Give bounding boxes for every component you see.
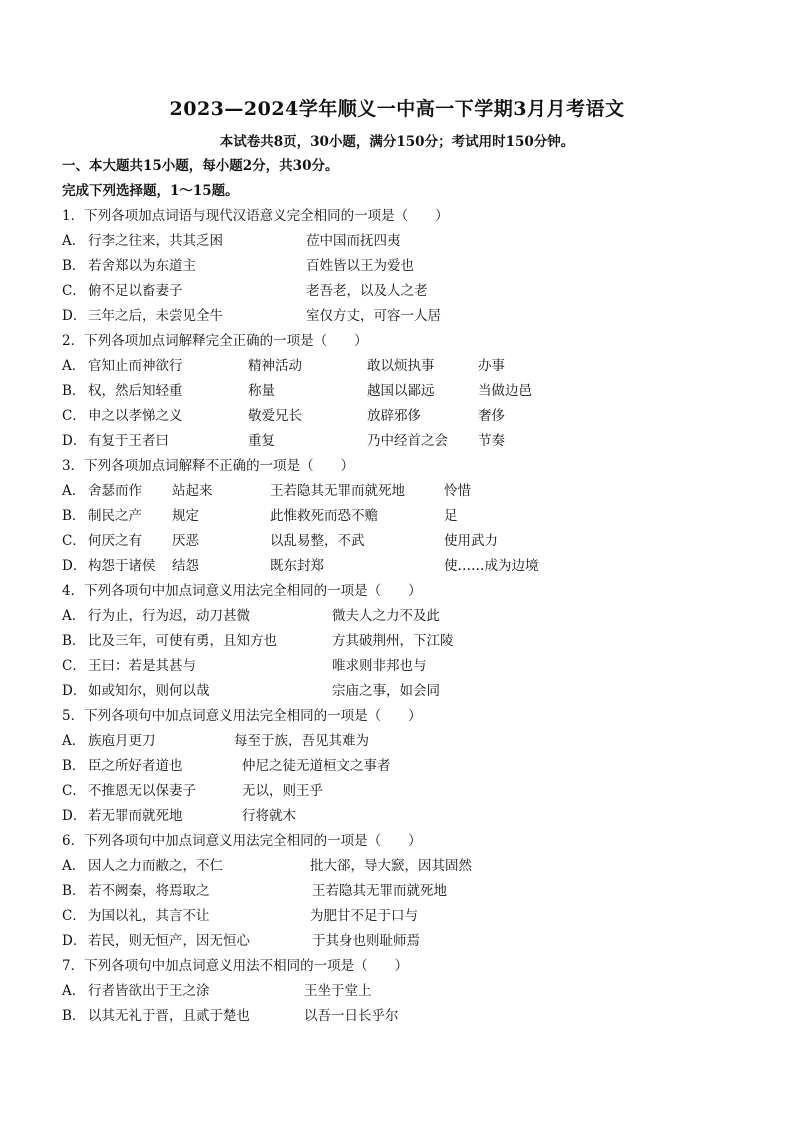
option-text: 为肥甘不足于口与 bbox=[310, 908, 418, 924]
option-row bbox=[62, 607, 762, 625]
option-text: 微夫人之力不及此 bbox=[332, 608, 440, 624]
option-text: 以其无礼于晋，且贰于楚也 bbox=[88, 1008, 250, 1024]
option-label: A． bbox=[62, 233, 86, 249]
option-text: 既东封郑 bbox=[270, 558, 324, 574]
option-text: 官知止而神欲行 bbox=[88, 358, 183, 374]
option-text: 行者皆欲出于王之涂 bbox=[88, 983, 210, 999]
option-row bbox=[62, 232, 762, 250]
option-gloss: 精神活动 bbox=[248, 358, 302, 374]
option-row bbox=[62, 907, 762, 925]
option-label: B． bbox=[62, 258, 86, 274]
option-text: 王曰：若是其甚与 bbox=[88, 658, 196, 674]
option-label: D． bbox=[62, 683, 87, 699]
option-text: 越国以鄙远 bbox=[367, 383, 435, 399]
option-label: D． bbox=[62, 308, 87, 324]
option-gloss: 称量 bbox=[248, 383, 275, 399]
option-text: 申之以孝悌之义 bbox=[88, 408, 183, 424]
option-text: 室仅方丈，可容一人居 bbox=[306, 308, 441, 324]
option-row bbox=[62, 282, 762, 300]
option-text: 行将就木 bbox=[242, 808, 296, 824]
option-text: 臣之所好者道也 bbox=[88, 758, 183, 774]
option-label: C． bbox=[62, 908, 86, 924]
option-label: C． bbox=[62, 533, 86, 549]
option-text: 乃中经首之会 bbox=[367, 433, 448, 449]
option-gloss: 节奏 bbox=[478, 433, 505, 449]
option-text: 莅中国而抚四夷 bbox=[306, 233, 401, 249]
option-text: 若舍郑以为东道主 bbox=[88, 258, 196, 274]
option-label: C． bbox=[62, 658, 86, 674]
option-text: 俯不足以畜妻子 bbox=[88, 283, 183, 299]
option-text: 老吾老，以及人之老 bbox=[306, 283, 428, 299]
option-gloss: 结怨 bbox=[172, 558, 199, 574]
option-row bbox=[62, 557, 762, 575]
option-text: 比及三年，可使有勇，且知方也 bbox=[88, 633, 277, 649]
option-row bbox=[62, 632, 762, 650]
option-row bbox=[62, 532, 762, 550]
option-row bbox=[62, 382, 762, 400]
option-label: A． bbox=[62, 358, 86, 374]
option-text: 若无罪而就死地 bbox=[88, 808, 183, 824]
option-text: 批大郤，导大窾，因其固然 bbox=[310, 858, 472, 874]
option-label: B． bbox=[62, 883, 86, 899]
option-text: 唯求则非邦也与 bbox=[332, 658, 427, 674]
question-stem: 5．下列各项句中加点词意义用法完全相同的一项是（ ） bbox=[62, 708, 422, 724]
option-text: 为国以礼，其言不让 bbox=[88, 908, 210, 924]
page-subtitle: 本试卷共8页，30小题，满分150分；考试用时150分钟。 bbox=[219, 134, 575, 150]
option-gloss: 使……成为边境 bbox=[444, 558, 539, 574]
option-gloss: 规定 bbox=[172, 508, 199, 524]
option-text: 方其破荆州，下江陵 bbox=[332, 633, 454, 649]
option-text: 因人之力而敝之，不仁 bbox=[88, 858, 223, 874]
option-text: 敢以烦执事 bbox=[367, 358, 435, 374]
option-row bbox=[62, 432, 762, 450]
option-row bbox=[62, 482, 762, 500]
option-label: B． bbox=[62, 633, 86, 649]
option-label: D． bbox=[62, 558, 87, 574]
question-stem: 2．下列各项加点词解释完全正确的一项是（ ） bbox=[62, 333, 368, 349]
option-row bbox=[62, 407, 762, 425]
option-row bbox=[62, 682, 762, 700]
option-text: 此惟救死而恐不赡 bbox=[270, 508, 378, 524]
option-text: 制民之产 bbox=[88, 508, 142, 524]
option-gloss: 重复 bbox=[248, 433, 275, 449]
option-text: 王若隐其无罪而就死地 bbox=[312, 883, 447, 899]
option-label: A． bbox=[62, 608, 86, 624]
option-text: 行李之往来，共其乏困 bbox=[88, 233, 223, 249]
option-text: 三年之后，未尝见全牛 bbox=[88, 308, 223, 324]
section-instruction: 完成下列选择题，1～15题。 bbox=[62, 183, 239, 199]
option-text: 放辟邪侈 bbox=[367, 408, 421, 424]
option-row bbox=[62, 857, 762, 875]
option-text: 每至于族，吾见其难为 bbox=[234, 733, 369, 749]
option-text: 于其身也则耻师焉 bbox=[312, 933, 420, 949]
option-gloss: 敬爱兄长 bbox=[248, 408, 302, 424]
option-text: 族庖月更刀 bbox=[88, 733, 156, 749]
option-text: 无以，则王乎 bbox=[242, 783, 323, 799]
option-gloss: 怜惜 bbox=[444, 483, 471, 499]
option-text: 百姓皆以王为爱也 bbox=[306, 258, 414, 274]
option-label: B． bbox=[62, 758, 86, 774]
option-text: 若民，则无恒产，因无恒心 bbox=[88, 933, 250, 949]
option-label: A． bbox=[62, 483, 86, 499]
option-text: 不推恩无以保妻子 bbox=[88, 783, 196, 799]
option-text: 以吾一日长乎尔 bbox=[304, 1008, 399, 1024]
option-label: A． bbox=[62, 983, 86, 999]
option-gloss: 站起来 bbox=[172, 483, 213, 499]
option-gloss: 足 bbox=[444, 508, 458, 524]
option-row bbox=[62, 357, 762, 375]
option-row bbox=[62, 782, 762, 800]
option-text: 若不阙秦，将焉取之 bbox=[88, 883, 210, 899]
option-label: C． bbox=[62, 283, 86, 299]
option-row bbox=[62, 257, 762, 275]
question-stem: 7．下列各项句中加点词意义用法不相同的一项是（ ） bbox=[62, 958, 409, 974]
option-label: A． bbox=[62, 733, 86, 749]
option-label: A． bbox=[62, 858, 86, 874]
option-text: 以乱易整，不武 bbox=[270, 533, 365, 549]
option-text: 仲尼之徒无道桓文之事者 bbox=[242, 758, 391, 774]
option-text: 如或知尔，则何以哉 bbox=[88, 683, 210, 699]
option-row bbox=[62, 982, 762, 1000]
option-gloss: 办事 bbox=[478, 358, 505, 374]
option-row bbox=[62, 307, 762, 325]
option-label: B． bbox=[62, 1008, 86, 1024]
option-gloss: 当做边邑 bbox=[478, 383, 532, 399]
question-stem: 6．下列各项句中加点词意义用法完全相同的一项是（ ） bbox=[62, 833, 422, 849]
question-stem: 3．下列各项加点词解释不正确的一项是（ ） bbox=[62, 458, 355, 474]
option-label: B． bbox=[62, 383, 86, 399]
option-text: 王坐于堂上 bbox=[304, 983, 372, 999]
option-label: C． bbox=[62, 408, 86, 424]
question-stem: 4．下列各项句中加点词意义用法完全相同的一项是（ ） bbox=[62, 583, 422, 599]
option-text: 构怨于诸侯 bbox=[88, 558, 156, 574]
page-title: 2023—2024学年顺义一中高一下学期3月月考语文 bbox=[169, 98, 625, 120]
option-row bbox=[62, 882, 762, 900]
option-row bbox=[62, 1007, 762, 1025]
option-label: B． bbox=[62, 508, 86, 524]
option-label: D． bbox=[62, 808, 87, 824]
option-row bbox=[62, 757, 762, 775]
option-label: D． bbox=[62, 933, 87, 949]
option-text: 何厌之有 bbox=[88, 533, 142, 549]
option-label: D． bbox=[62, 433, 87, 449]
option-text: 舍瑟而作 bbox=[88, 483, 142, 499]
option-gloss: 厌恶 bbox=[172, 533, 199, 549]
option-row bbox=[62, 657, 762, 675]
option-text: 王若隐其无罪而就死地 bbox=[270, 483, 405, 499]
section-heading: 一、本大题共15小题，每小题2分，共30分。 bbox=[62, 158, 339, 174]
option-row bbox=[62, 807, 762, 825]
option-row bbox=[62, 507, 762, 525]
option-row bbox=[62, 732, 762, 750]
option-row bbox=[62, 932, 762, 950]
option-text: 宗庙之事，如会同 bbox=[332, 683, 440, 699]
option-text: 权，然后知轻重 bbox=[88, 383, 183, 399]
option-gloss: 奢侈 bbox=[478, 408, 505, 424]
question-stem: 1．下列各项加点词语与现代汉语意义完全相同的一项是（ ） bbox=[62, 208, 449, 224]
option-text: 行为止，行为迟，动刀甚微 bbox=[88, 608, 250, 624]
option-gloss: 使用武力 bbox=[444, 533, 498, 549]
option-label: C． bbox=[62, 783, 86, 799]
option-text: 有复于王者曰 bbox=[88, 433, 169, 449]
